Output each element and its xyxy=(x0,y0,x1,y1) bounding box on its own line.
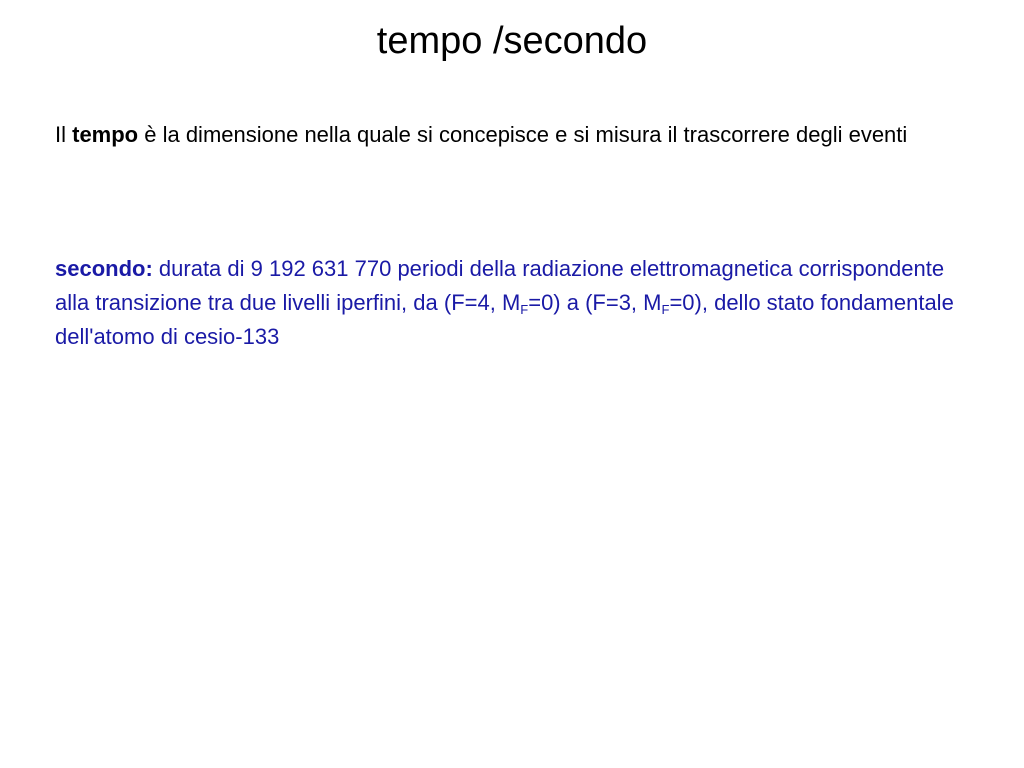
secondo-definition xyxy=(55,252,975,354)
tempo-term: tempo xyxy=(72,122,139,147)
secondo-text-b: =0) a (F=3, M xyxy=(528,290,662,315)
subscript-f-2: F xyxy=(661,302,670,317)
subscript-f-1: F xyxy=(520,302,529,317)
secondo-text-c: =0), dello stato fondamentale dell'atomo di cesio-133 xyxy=(55,290,954,349)
tempo-prefix: Il xyxy=(55,122,73,147)
tempo-definition xyxy=(55,118,955,152)
slide-title: tempo /secondo xyxy=(376,20,648,62)
tempo-description: è la dimensione nella quale si concepisce e si misura il trascorrere degli eventi xyxy=(138,122,908,147)
secondo-term: secondo: xyxy=(55,256,153,281)
secondo-text-a: durata di 9 192 631 770 periodi della radiazione elettromagnetica corrispondente alla transizione tra due livelli iperfini, da (F=4, M xyxy=(55,256,945,315)
